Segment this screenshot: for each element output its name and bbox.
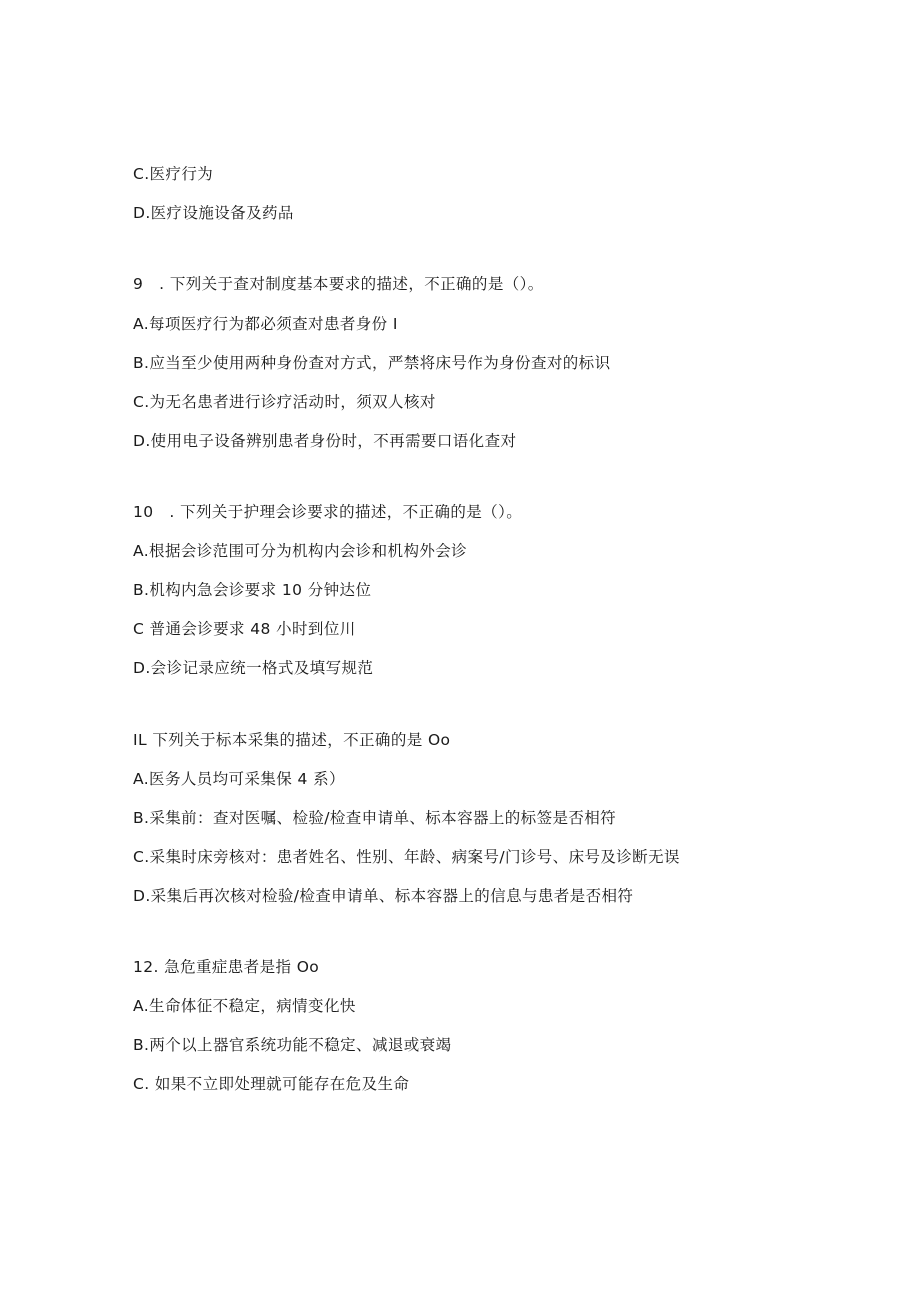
q10-option-d: D.会诊记录应统一格式及填写规范 [133, 659, 374, 677]
q9-option-d: D.使用电子设备辨别患者身份时，不再需要口语化查对 [133, 432, 517, 450]
q11-option-d: D.采集后再次核对检验/检查申请单、标本容器上的信息与患者是否相符 [133, 887, 634, 905]
q9-question: 9 . 下列关于查对制度基本要求的描述，不正确的是（）。 [133, 275, 544, 293]
q12-question: 12. 急危重症患者是指 Oo [133, 958, 320, 976]
q9-option-b: B.应当至少使用两种身份查对方式，严禁将床号作为身份查对的标识 [133, 354, 611, 372]
q10-option-b: B.机构内急会诊要求 10 分钟达位 [133, 581, 372, 599]
q11-question: IL 下列关于标本采集的描述，不正确的是 Oo [133, 731, 451, 749]
q9-option-c: C.为无名患者进行诊疗活动时，须双人核对 [133, 393, 436, 411]
q8-option-d: D.医疗设施设备及药品 [133, 204, 294, 222]
q10-option-a: A.根据会诊范围可分为机构内会诊和机构外会诊 [133, 542, 468, 560]
q11-option-b: B.采集前：查对医嘱、检验/检查申请单、标本容器上的标签是否相符 [133, 809, 617, 827]
q11-option-c: C.采集时床旁核对：患者姓名、性别、年龄、病案号/门诊号、床号及诊断无误 [133, 848, 680, 866]
q9-option-a: A.每项医疗行为都必须查对患者身份 I [133, 315, 398, 333]
q8-option-c: C.医疗行为 [133, 165, 214, 183]
q12-option-b: B.两个以上器官系统功能不稳定、减退或衰竭 [133, 1036, 452, 1054]
q11-option-a: A.医务人员均可采集保 4 系） [133, 770, 345, 788]
q10-option-c: C 普通会诊要求 48 小时到位川 [133, 620, 356, 638]
q10-question: 10 . 下列关于护理会诊要求的描述，不正确的是（）。 [133, 503, 523, 521]
q12-option-a: A.生命体征不稳定，病情变化快 [133, 997, 356, 1015]
q12-option-c: C. 如果不立即处理就可能存在危及生命 [133, 1075, 410, 1093]
